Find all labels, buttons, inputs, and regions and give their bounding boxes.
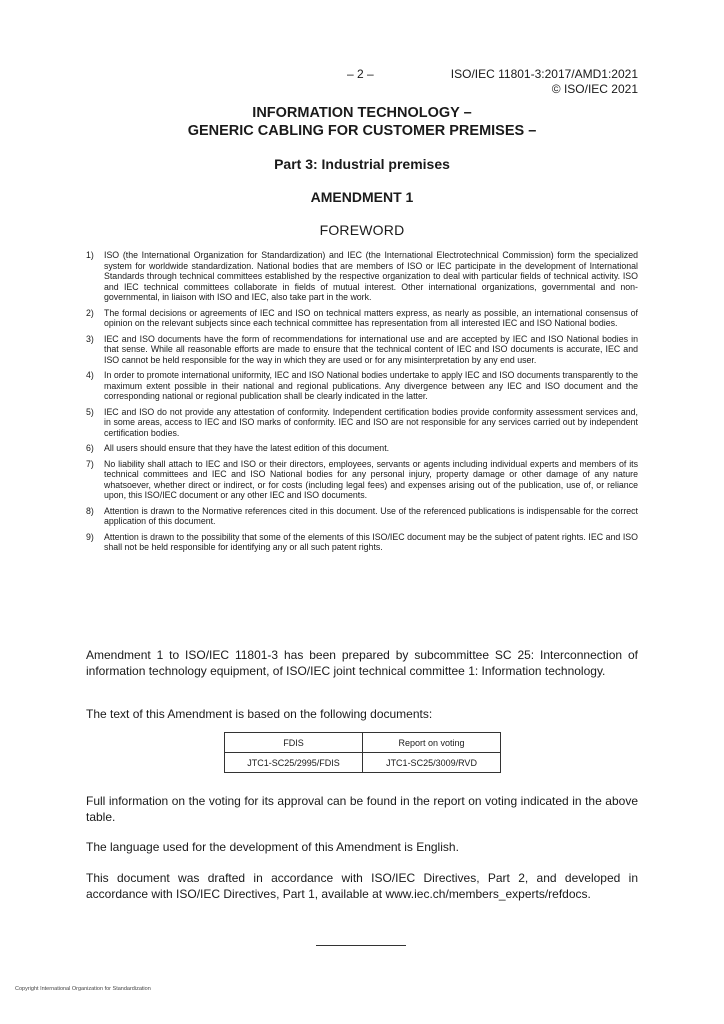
title-line-1: INFORMATION TECHNOLOGY – bbox=[252, 105, 472, 121]
foreword-item-text: IEC and ISO documents have the form of recommendations for international use and are accepted by IEC and ISO National bodies in that sense. While all reasonable efforts are made to ensure that the technical content of IEC and ISO documents is accurate, IEC and ISO cannot be held responsible for the way in which they are used or for any misinterpretation by any end user. bbox=[104, 333, 638, 365]
foreword-item-number: 4) bbox=[86, 370, 94, 380]
foreword-item bbox=[86, 443, 638, 454]
table-cell: JTC1-SC25/2995/FDIS bbox=[225, 753, 363, 773]
voting-info-paragraph: Full information on the voting for its approval can be found in the report on voting indicated in the above table. bbox=[86, 794, 638, 824]
amendment-prepared-paragraph: Amendment 1 to ISO/IEC 11801-3 has been prepared by subcommittee SC 25: Interconnection of information technology equipment, of ISO/IEC joint technical committee 1: Information technology. bbox=[86, 648, 638, 678]
foreword-item bbox=[86, 532, 638, 553]
foreword-item-number: 5) bbox=[86, 406, 94, 417]
title-block bbox=[86, 104, 638, 238]
amendment-title: AMENDMENT 1 bbox=[310, 189, 414, 205]
foreword-item bbox=[86, 459, 638, 501]
footer-divider bbox=[316, 945, 406, 946]
foreword-item-number: 3) bbox=[86, 333, 94, 344]
foreword-item bbox=[86, 250, 638, 303]
standard-id: ISO/IEC 11801-3:2017/AMD1:2021 bbox=[450, 67, 638, 81]
directives-paragraph: This document was drafted in accordance with ISO/IEC Directives, Part 2, and developed in accordance with ISO/IEC Directives, Part 1, available at www.iec.ch/members_experts/refdocs. bbox=[86, 871, 638, 901]
foreword-item-text: ISO (the International Organization for Standardization) and IEC (the International Electrotechnical Commission) form the specialized system for worldwide standardization. National bodies that are members of ISO or IEC participate in the development of International Standards through technical committees established by the respective organization to deal with particular fields of technical activity. ISO and IEC technical committees collaborate in fields of mutual interest. Other international organizations, governmental and non-governmental, in liaison with ISO and IEC, also take part in the work. bbox=[104, 250, 638, 302]
table-row bbox=[225, 753, 501, 773]
foreword-item-number: 7) bbox=[86, 458, 94, 469]
table-header-row bbox=[225, 733, 501, 753]
foreword-list bbox=[86, 250, 638, 558]
foreword-item-text: All users should ensure that they have the latest edition of this document. bbox=[104, 443, 390, 453]
table-cell: JTC1-SC25/3009/RVD bbox=[363, 753, 501, 773]
header-copyright: © ISO/IEC 2021 bbox=[551, 82, 638, 96]
foreword-item bbox=[86, 370, 638, 402]
foreword-item-text: In order to promote international uniformity, IEC and ISO National bodies undertake to apply IEC and ISO documents transparently to the maximum extent possible in their national and regional publications. Any divergence between any IEC and ISO document and the corresponding national or regional publication shall be clearly indicated in the latter. bbox=[104, 370, 638, 401]
foreword-item-number: 8) bbox=[86, 505, 94, 516]
title-line-2: GENERIC CABLING FOR CUSTOMER PREMISES – bbox=[187, 123, 537, 139]
foreword-heading: FOREWORD bbox=[319, 222, 405, 238]
foreword-item-number: 9) bbox=[86, 531, 94, 542]
foreword-item bbox=[86, 506, 638, 527]
table-header-cell: FDIS bbox=[225, 733, 363, 753]
foreword-item bbox=[86, 308, 638, 329]
foreword-item bbox=[86, 407, 638, 439]
page-number: – 2 – bbox=[347, 67, 374, 81]
footer-copyright: Copyright International Organization for Standardization bbox=[15, 986, 151, 992]
foreword-item-text: IEC and ISO do not provide any attestation of conformity. Independent certification bodies provide conformity assessment services and, in some areas, access to IEC and ISO marks of conformity. IEC and ISO are not responsible for any services carried out by independent certification bodies. bbox=[104, 406, 638, 438]
foreword-item-text: Attention is drawn to the Normative references cited in this document. Use of the referenced publications is indispensable for the correct application of this document. bbox=[104, 505, 638, 526]
foreword-item-text: The formal decisions or agreements of IEC and ISO on technical matters express, as nearly as possible, an international consensus of opinion on the relevant subjects since each technical committee has representation from all interested IEC and ISO National bodies. bbox=[104, 307, 638, 328]
foreword-item-number: 1) bbox=[86, 250, 94, 260]
foreword-item-number: 6) bbox=[86, 443, 94, 453]
based-on-paragraph: The text of this Amendment is based on the following documents: bbox=[86, 707, 433, 721]
foreword-item-text: No liability shall attach to IEC and ISO or their directors, employees, servants or agents including individual experts and members of its technical committees and IEC and ISO National bodies for any personal injury, property damage or other damage of any nature whatsoever, whether direct or indirect, or for costs (including legal fees) and expenses arising out of the publication, use of, or reliance upon, this ISO/IEC document or any other IEC and ISO documents. bbox=[104, 458, 638, 500]
voting-documents-table bbox=[224, 732, 501, 773]
document-header bbox=[451, 67, 638, 97]
language-paragraph: The language used for the development of this Amendment is English. bbox=[86, 840, 459, 854]
foreword-item bbox=[86, 334, 638, 366]
part-title: Part 3: Industrial premises bbox=[274, 156, 450, 172]
foreword-item-number: 2) bbox=[86, 307, 94, 318]
foreword-item-text: Attention is drawn to the possibility that some of the elements of this ISO/IEC document may be the subject of patent rights. IEC and ISO shall not be held responsible for identifying any or all such patent rights. bbox=[104, 531, 638, 552]
table-header-cell: Report on voting bbox=[363, 733, 501, 753]
